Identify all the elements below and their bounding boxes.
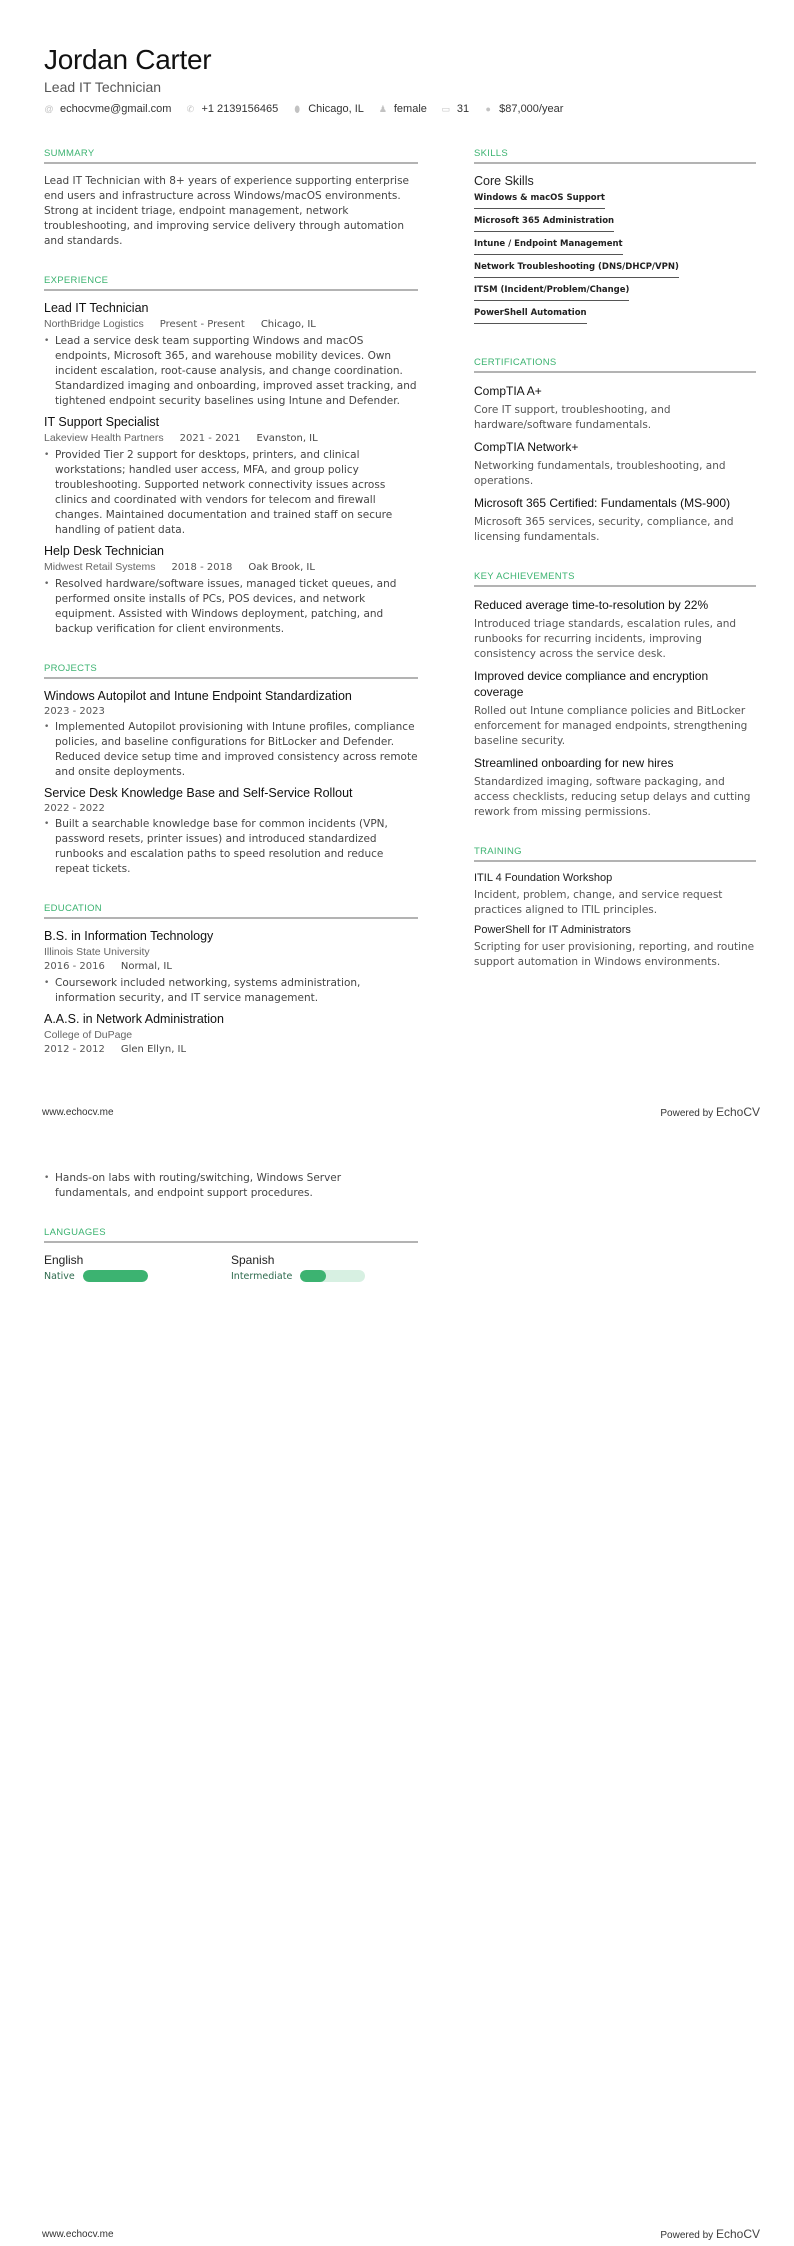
projects-section — [44, 663, 418, 877]
achievement-item — [474, 755, 756, 820]
project-dates: 2023 - 2023 — [44, 706, 105, 717]
education-entry — [44, 929, 418, 1006]
salary-icon: ● — [485, 104, 491, 114]
training-item — [474, 924, 756, 970]
footer-powered-by[interactable] — [660, 1105, 760, 1119]
phone-icon: ✆ — [186, 104, 195, 114]
contact-email-value: echocvme@gmail.com — [60, 103, 172, 115]
contact-salary — [483, 103, 563, 115]
skill-tag: Windows & macOS Support — [474, 193, 605, 209]
education-bullets — [44, 976, 418, 1006]
skills-section — [474, 148, 756, 331]
experience-section — [44, 275, 418, 637]
job-dates: 2018 - 2018 — [171, 562, 233, 573]
language-item — [44, 1253, 231, 1282]
education-section — [44, 903, 418, 1055]
section-title-training: TRAINING — [474, 846, 756, 862]
certification-desc: Microsoft 365 services, security, compliance, and licensing fundamentals. — [474, 516, 734, 543]
achievement-title: Streamlined onboarding for new hires — [474, 756, 674, 770]
education-meta — [44, 961, 418, 972]
certification-title: CompTIA A+ — [474, 384, 542, 398]
languages-section — [44, 1227, 418, 1282]
training-section — [474, 846, 756, 970]
language-proficiency-bar — [300, 1270, 365, 1282]
brand-name: EchoCV — [715, 2227, 760, 2241]
achievement-item — [474, 668, 756, 749]
resume-page-2 — [0, 1123, 794, 2246]
education-bullets-continued — [44, 1171, 418, 1201]
job-location: Oak Brook, IL — [248, 562, 315, 573]
company-name: NorthBridge Logistics — [44, 318, 144, 330]
skill-tag: Network Troubleshooting (DNS/DHCP/VPN) — [474, 262, 679, 278]
section-title-summary: SUMMARY — [44, 148, 418, 164]
achievement-desc: Rolled out Intune compliance policies and BitLocker enforcement for managed endpoints, strengthening baseline security. — [474, 705, 748, 747]
training-title: ITIL 4 Foundation Workshop — [474, 872, 613, 884]
job-bullets — [44, 448, 418, 538]
job-location: Evanston, IL — [256, 433, 318, 444]
job-dates: Present - Present — [159, 319, 245, 330]
certification-item — [474, 383, 756, 433]
project-bullet: • Built a searchable knowledge base for common incidents (VPN, password resets, printer issues) and introduced standardized runbooks and escalation paths to speed resolution and reduce repeat tickets. — [44, 817, 418, 877]
degree-title: B.S. in Information Technology — [44, 929, 214, 943]
section-title-languages: LANGUAGES — [44, 1227, 418, 1243]
job-title: Help Desk Technician — [44, 544, 164, 558]
company-name: Lakeview Health Partners — [44, 432, 164, 444]
contact-email[interactable] — [44, 103, 171, 115]
education-bullet: • Hands-on labs with routing/switching, Windows Server fundamentals, and endpoint support procedures. — [44, 1171, 418, 1201]
certification-desc: Core IT support, troubleshooting, and hardware/software fundamentals. — [474, 404, 671, 431]
section-title-education: EDUCATION — [44, 903, 418, 919]
footer-powered-by[interactable] — [660, 2227, 760, 2241]
training-desc: Scripting for user provisioning, reporting, and routine support automation in Windows environments. — [474, 941, 755, 968]
job-title: Lead IT Technician — [44, 301, 149, 315]
at-icon: @ — [44, 104, 54, 114]
section-title-certifications: CERTIFICATIONS — [474, 357, 756, 373]
skill-tags — [474, 193, 756, 331]
job-meta — [44, 561, 418, 573]
language-level: Native — [44, 1270, 75, 1282]
achievement-item — [474, 597, 756, 662]
school-name: College of DuPage — [44, 1029, 133, 1041]
contact-phone-value: +1 2139156465 — [201, 103, 279, 115]
candidate-role: Lead IT Technician — [44, 79, 162, 95]
achievement-title: Reduced average time-to-resolution by 22% — [474, 598, 709, 612]
training-desc: Incident, problem, change, and service request practices aligned to ITIL principles. — [474, 889, 723, 916]
brand-name: EchoCV — [715, 1105, 760, 1119]
footer-website-link[interactable]: www.echocv.me — [42, 1107, 114, 1118]
job-location: Chicago, IL — [260, 319, 316, 330]
certification-title: CompTIA Network+ — [474, 440, 579, 454]
summary-section — [44, 148, 418, 249]
skill-tag: PowerShell Automation — [474, 308, 587, 324]
skills-group-title: Core Skills — [474, 174, 534, 188]
job-meta — [44, 432, 418, 444]
achievement-desc: Standardized imaging, software packaging, and access checklists, reducing setup delays and cutting rework from missing permissions. — [474, 776, 751, 818]
certifications-section — [474, 357, 756, 545]
project-dates: 2022 - 2022 — [44, 803, 105, 814]
job-meta — [44, 318, 418, 330]
education-location: Glen Ellyn, IL — [120, 1044, 187, 1055]
education-bullet: • Coursework included networking, systems administration, information security, and IT service management. — [44, 976, 418, 1006]
company-name: Midwest Retail Systems — [44, 561, 156, 573]
contact-age-value: 31 — [456, 103, 470, 115]
project-title: Windows Autopilot and Intune Endpoint Standardization — [44, 689, 352, 703]
skill-tag: Intune / Endpoint Management — [474, 239, 623, 255]
calendar-icon: ▭ — [441, 104, 451, 114]
section-title-achievements: KEY ACHIEVEMENTS — [474, 571, 756, 587]
contact-salary-value: $87,000/year — [499, 103, 564, 115]
language-name: Spanish — [231, 1253, 275, 1267]
contact-age — [441, 103, 469, 115]
training-item — [474, 872, 756, 918]
job-bullet: • Lead a service desk team supporting Windows and macOS endpoints, Microsoft 365, and warehouse mobility devices. Own incident escalation, root-cause analysis, and change coordination. Standardized imaging and onboarding, improved asset tracking, and tightened endpoint security baselines using Intune and Defender. — [44, 334, 418, 409]
job-dates: 2021 - 2021 — [179, 433, 241, 444]
language-level-row — [44, 1270, 231, 1282]
right-column — [474, 148, 756, 976]
powered-by-label: Powered by — [660, 1108, 714, 1119]
left-column-continued — [44, 1171, 418, 1282]
job-bullet: • Provided Tier 2 support for desktops, printers, and clinical workstations; handled user access, MFA, and group policy troubleshooting. Supported network connectivity issues across clinics and coordinated with vendors for telecom and firewall changes. Maintained documentation and trained staff on secure handling of patient data. — [44, 448, 418, 538]
language-level-row — [231, 1270, 418, 1282]
powered-by-label: Powered by — [660, 2230, 714, 2241]
certification-item — [474, 439, 756, 489]
job-bullets — [44, 577, 418, 637]
job-bullet: • Resolved hardware/software issues, managed ticket queues, and performed onsite installs of PCs, POS devices, and network equipment. Assisted with Windows deployment, patching, and backup verification for client environments. — [44, 577, 418, 637]
contact-bar — [44, 103, 577, 115]
contact-phone[interactable] — [185, 103, 278, 115]
skill-tag: Microsoft 365 Administration — [474, 216, 614, 232]
training-title: PowerShell for IT Administrators — [474, 924, 631, 936]
project-title: Service Desk Knowledge Base and Self-Service Rollout — [44, 786, 353, 800]
degree-title: A.A.S. in Network Administration — [44, 1012, 224, 1026]
certification-desc: Networking fundamentals, troubleshooting, and operations. — [474, 460, 726, 487]
education-entry — [44, 1012, 418, 1055]
footer-website-link[interactable]: www.echocv.me — [42, 2229, 114, 2240]
contact-gender — [378, 103, 427, 115]
section-title-skills: SKILLS — [474, 148, 756, 164]
contact-location-value: Chicago, IL — [308, 103, 364, 115]
language-level: Intermediate — [231, 1270, 293, 1282]
contact-gender-value: female — [393, 103, 427, 115]
job-bullets — [44, 334, 418, 409]
candidate-name: Jordan Carter — [44, 44, 212, 75]
project-bullets — [44, 720, 418, 780]
language-item — [231, 1253, 418, 1282]
education-meta — [44, 1044, 418, 1055]
person-icon: ♟ — [378, 104, 387, 114]
language-proficiency-fill — [300, 1270, 326, 1282]
project-bullet: • Implemented Autopilot provisioning with Intune profiles, compliance policies, and baseline configurations for BitLocker and Defender. Reduced device setup time and improved consistency across remote and onsite deployments. — [44, 720, 418, 780]
education-dates: 2016 - 2016 — [44, 961, 105, 972]
section-title-experience: EXPERIENCE — [44, 275, 418, 291]
education-dates: 2012 - 2012 — [44, 1044, 105, 1055]
experience-entry — [44, 544, 418, 637]
language-name: English — [44, 1253, 84, 1267]
project-entry — [44, 786, 418, 877]
achievement-title: Improved device compliance and encryption coverage — [474, 669, 709, 699]
achievements-section — [474, 571, 756, 820]
experience-entry — [44, 415, 418, 538]
location-pin-icon: ⬮ — [294, 104, 301, 114]
language-list — [44, 1253, 418, 1282]
certification-item — [474, 495, 756, 545]
language-proficiency-fill — [83, 1270, 148, 1282]
project-entry — [44, 689, 418, 780]
job-title: IT Support Specialist — [44, 415, 160, 429]
school-name: Illinois State University — [44, 946, 150, 958]
summary-text: Lead IT Technician with 8+ years of experience supporting enterprise end users and infrastructure across Windows/macOS environments. Strong at incident triage, endpoint management, network troubleshooting, and improving service delivery through automation and standards. — [44, 175, 409, 247]
language-proficiency-bar — [83, 1270, 148, 1282]
certification-title: Microsoft 365 Certified: Fundamentals (MS-900) — [474, 496, 731, 510]
education-location: Normal, IL — [120, 961, 172, 972]
achievement-desc: Introduced triage standards, escalation rules, and runbooks for recurring incidents, improving consistency across the service desk. — [474, 618, 737, 660]
section-title-projects: PROJECTS — [44, 663, 418, 679]
skill-tag: ITSM (Incident/Problem/Change) — [474, 285, 629, 301]
left-column — [44, 148, 418, 1061]
contact-location — [292, 103, 364, 115]
project-bullets — [44, 817, 418, 877]
experience-entry — [44, 301, 418, 409]
